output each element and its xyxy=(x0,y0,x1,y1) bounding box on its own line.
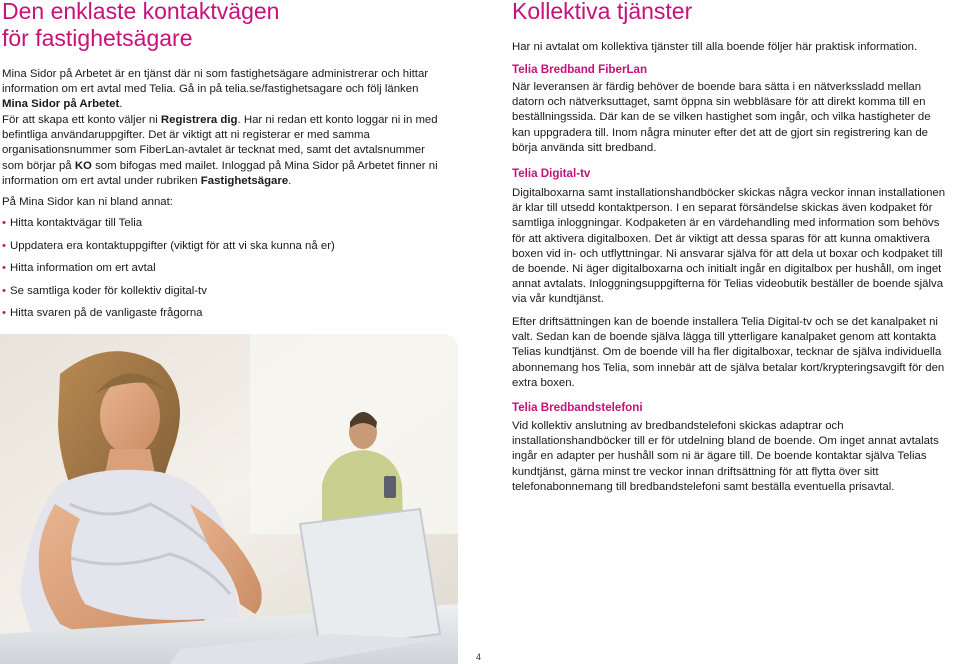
feature-list xyxy=(2,216,442,321)
list-item: • Hitta information om ert avtal xyxy=(2,261,442,276)
list-item: • Uppdatera era kontaktuppgifter (viktigt för att vi ska kunna nå er) xyxy=(2,239,442,254)
list-intro: På Mina Sidor kan ni bland annat: xyxy=(2,196,173,208)
list-item: • Hitta svaren på de vanligaste frågorna xyxy=(2,306,442,321)
list-item: • Se samtliga koder för kollektiv digital-tv xyxy=(2,284,442,299)
list-item: • Hitta kontaktvägar till Telia xyxy=(2,216,442,231)
page-number: 4 xyxy=(476,652,482,662)
section-title: Kollektiva tjänster xyxy=(512,0,693,24)
services-intro: Har ni avtalat om kollektiva tjänster till alla boende följer här praktisk information. xyxy=(512,41,918,53)
heading-bredband: Telia Bredband FiberLan xyxy=(512,63,648,76)
bredband-text: När leveransen är färdig behöver de boende bara sätta i en nätverkssladd mellan datorn och nätverksuttaget, samt öppna sin webbläsare för att direkt komma till en beställningssida. Där kan de se vilken hastighet som ingår, och vilka hastigheter de kan uppgradera till. Inom några minuter efter det att de gjort sin registrering kan de börja använda sitt bredband. xyxy=(512,81,931,154)
bredbandstelefoni-text: Vid kollektiv anslutning av bredbandstelefoni skickas adaptrar och installationshandböcker till er för utdelning bland de boende. Om inget annat avtalats ingår en adapter per hushåll som ni är ägare till. De boende kontaktar själva Telias kundtjänst, gärna minst tre veckor innan driftsättning för att flytta över sitt telefonabonnemang till bredbandstelefoni samt beställa eventuella prisavtal. xyxy=(512,420,939,493)
registrera-dig-text: Registrera dig xyxy=(160,114,238,126)
photo-woman-laptop xyxy=(0,334,458,664)
mina-sidor-link-text: Mina Sidor på Arbetet xyxy=(2,98,120,111)
title-line-2: för fastighetsägare xyxy=(2,25,193,51)
registration-paragraph: För att skapa ett konto väljer ni Registrera dig. Har ni redan ett konto loggar ni in med befintliga användaruppgifter. Det är viktigt att ni registerar er med samma organisationsnummer som FiberLan-avtalet är tecknat med, samt det avtalsnummer som börjar på KO som bifogas med mailet. Inloggad på Mina Sidor på Arbetet finner ni information om ert avtal under rubriken Fastighetsägare. xyxy=(2,114,438,187)
page-title xyxy=(2,0,442,52)
title-line-1: Den enklaste kontaktvägen xyxy=(2,0,280,24)
intro-paragraph: Mina Sidor på Arbetet är en tjänst där ni som fastighetsägare administrerar och hittar information om ert avtal med Telia. Gå in på telia.se/fastighetsagare och följ länken Mina Sidor på Arbetet. xyxy=(2,68,429,111)
heading-bredbandstelefoni: Telia Bredbandstelefoni xyxy=(512,401,643,414)
digital-tv-text-2: Efter driftsättningen kan de boende installera Telia Digital-tv och se det kanalpaket ni valt. Sedan kan de boende själva lägga till ytterligare kanalpaket genom att kontakta Telias kundtjänst. Om de boende vill ha fler digitalboxar, tecknar de själva individuella abonnemang hos Telia, som innebär att de själva betalar kort/krypteringsavgift för den extra boxen. xyxy=(512,316,945,389)
digital-tv-text: Digitalboxarna samt installationshandböcker skickas några veckor innan installationen är klar till utsedd kontaktperson. I en separat försändelse skickas även kodpaket för samtliga inloggningar. Kodpaketen är en värdehandling med information som behövs för att aktivera digitalboxen. Det är viktigt att dessa sparas för att kunna omaktivera boxen vid in- och utflyttningar. Ni ansvarar själva för att dela ut boxar och kodpaket till de boende. Ni äger digitalboxarna och initialt ingår en digitalbox per hushåll, om inget annat avtalats. Inloggningsuppgifterna för Telias videobutik beställer de boende själva via vår kundtjänst. xyxy=(512,187,946,306)
heading-digital-tv: Telia Digital-tv xyxy=(512,167,591,180)
